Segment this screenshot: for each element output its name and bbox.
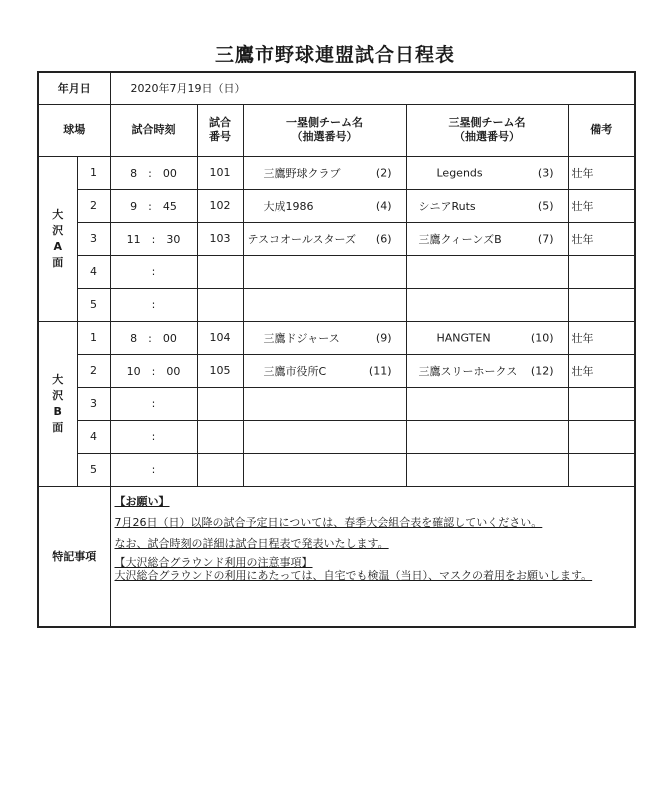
match-row <box>38 189 635 222</box>
header-field: 球場 <box>38 104 110 156</box>
lottery-number: (7) <box>537 232 554 245</box>
request-heading: 【お願い】 <box>114 494 170 508</box>
match-number: 102 <box>197 189 243 222</box>
remarks-cell: 壮年 <box>568 222 635 255</box>
notes-line: 7月26日（日）以降の試合予定日については、春季大会組合表を確認していください。 <box>114 515 543 529</box>
match-row <box>38 288 635 321</box>
third-base-team <box>406 387 568 420</box>
schedule-table <box>37 71 636 628</box>
remarks-cell <box>568 255 635 288</box>
match-number: 103 <box>197 222 243 255</box>
row-number: 5 <box>77 288 110 321</box>
match-row <box>38 255 635 288</box>
venue-char: 沢 <box>52 223 64 237</box>
venue-char: 面 <box>52 420 64 434</box>
match-row <box>38 420 635 453</box>
team-name: 三鷹スリーホークス <box>418 364 518 378</box>
header-match-no <box>197 104 243 156</box>
match-time: : <box>110 387 197 420</box>
match-time: : <box>110 420 197 453</box>
lottery-number: (6) <box>375 232 392 245</box>
remarks-cell <box>568 420 635 453</box>
lottery-number: (9) <box>375 331 392 344</box>
date-label: 年月日 <box>38 72 110 104</box>
lottery-number: (12) <box>530 364 554 377</box>
match-time: 9 : 45 <box>110 189 197 222</box>
notes-row <box>38 486 635 627</box>
first-base-team <box>243 420 406 453</box>
notes-line: なお、試合時刻の詳細は試合日程表で発表いたします。 <box>114 536 389 550</box>
row-number: 3 <box>77 222 110 255</box>
notes-label: 特記事項 <box>38 486 110 627</box>
first-base-team <box>243 354 406 387</box>
header-row <box>38 104 635 156</box>
match-row <box>38 222 635 255</box>
match-row <box>38 321 635 354</box>
third-base-team <box>406 354 568 387</box>
ground-heading: 【大沢総合グラウンド利用の注意事項】 <box>114 555 313 569</box>
match-row <box>38 354 635 387</box>
match-row <box>38 387 635 420</box>
venue-label <box>38 321 77 486</box>
team-name: 三鷹ドジャース <box>263 331 340 345</box>
lottery-number: (2) <box>375 166 392 179</box>
match-number: 105 <box>197 354 243 387</box>
team-name: テスコオールスターズ <box>247 232 356 246</box>
header-remarks: 備考 <box>568 104 635 156</box>
match-time: : <box>110 453 197 486</box>
lottery-number: (11) <box>368 364 392 377</box>
team-name: 三鷹クィーンズB <box>418 232 502 246</box>
row-number: 1 <box>77 156 110 189</box>
lottery-number: (3) <box>537 166 554 179</box>
header-match-no-line2: 番号 <box>209 130 231 143</box>
match-number <box>197 420 243 453</box>
header-time: 試合時刻 <box>110 104 197 156</box>
match-row <box>38 453 635 486</box>
match-time: 11 : 30 <box>110 222 197 255</box>
team-name: HANGTEN <box>436 331 491 344</box>
third-base-team <box>406 222 568 255</box>
remarks-cell <box>568 453 635 486</box>
match-row <box>38 156 635 189</box>
date-row <box>38 72 635 104</box>
third-base-team <box>406 453 568 486</box>
schedule-body <box>38 72 635 627</box>
row-number: 1 <box>77 321 110 354</box>
match-time: 8 : 00 <box>110 156 197 189</box>
first-base-team <box>243 222 406 255</box>
third-base-team <box>406 420 568 453</box>
match-number <box>197 387 243 420</box>
remarks-cell: 壮年 <box>568 321 635 354</box>
match-number: 101 <box>197 156 243 189</box>
remarks-cell <box>568 387 635 420</box>
venue-char: 面 <box>52 255 64 269</box>
header-first-base <box>243 104 406 156</box>
match-time: : <box>110 255 197 288</box>
team-name: 三鷹野球クラブ <box>263 166 341 180</box>
header-match-no-line1: 試合 <box>209 116 231 129</box>
first-base-team <box>243 453 406 486</box>
first-base-team <box>243 321 406 354</box>
venue-label <box>38 156 77 321</box>
first-base-team <box>243 288 406 321</box>
third-base-team <box>406 156 568 189</box>
page-title: 三鷹市野球連盟試合日程表 <box>214 44 455 66</box>
row-number: 3 <box>77 387 110 420</box>
header-first-base-line1: 一塁側チーム名 <box>286 116 363 129</box>
row-number: 2 <box>77 189 110 222</box>
notes-body <box>110 486 635 627</box>
first-base-team <box>243 189 406 222</box>
match-time: 10 : 00 <box>110 354 197 387</box>
date-value: 2020年7月19日（日） <box>110 72 635 104</box>
match-number <box>197 453 243 486</box>
third-base-team <box>406 255 568 288</box>
venue-char: 沢 <box>52 388 64 402</box>
team-name: Legends <box>436 166 483 179</box>
lottery-number: (10) <box>530 331 554 344</box>
row-number: 4 <box>77 420 110 453</box>
row-number: 5 <box>77 453 110 486</box>
match-time: : <box>110 288 197 321</box>
match-number <box>197 288 243 321</box>
venue-char: B <box>53 404 62 418</box>
row-number: 4 <box>77 255 110 288</box>
third-base-team <box>406 288 568 321</box>
lottery-number: (4) <box>375 199 392 212</box>
header-third-base-line1: 三塁側チーム名 <box>448 116 526 129</box>
remarks-cell: 壮年 <box>568 354 635 387</box>
venue-char: A <box>53 239 62 253</box>
match-number: 104 <box>197 321 243 354</box>
row-number: 2 <box>77 354 110 387</box>
notes-line: 大沢総合グラウンドの利用にあたっては、自宅でも検温（当日）、マスクの着用をお願いします。 <box>114 568 593 582</box>
match-number <box>197 255 243 288</box>
third-base-team <box>406 189 568 222</box>
third-base-team <box>406 321 568 354</box>
first-base-team <box>243 255 406 288</box>
team-name: シニアRuts <box>418 199 476 213</box>
venue-char: 大 <box>52 207 64 221</box>
header-first-base-line2: （抽選番号） <box>291 130 358 143</box>
venue-char: 大 <box>52 372 64 386</box>
remarks-cell: 壮年 <box>568 189 635 222</box>
remarks-cell <box>568 288 635 321</box>
remarks-cell: 壮年 <box>568 156 635 189</box>
team-name: 三鷹市役所C <box>263 364 327 378</box>
lottery-number: (5) <box>537 199 554 212</box>
first-base-team <box>243 156 406 189</box>
header-third-base <box>406 104 568 156</box>
team-name: 大成1986 <box>263 199 314 213</box>
header-third-base-line2: （抽選番号） <box>454 130 520 143</box>
first-base-team <box>243 387 406 420</box>
match-time: 8 : 00 <box>110 321 197 354</box>
